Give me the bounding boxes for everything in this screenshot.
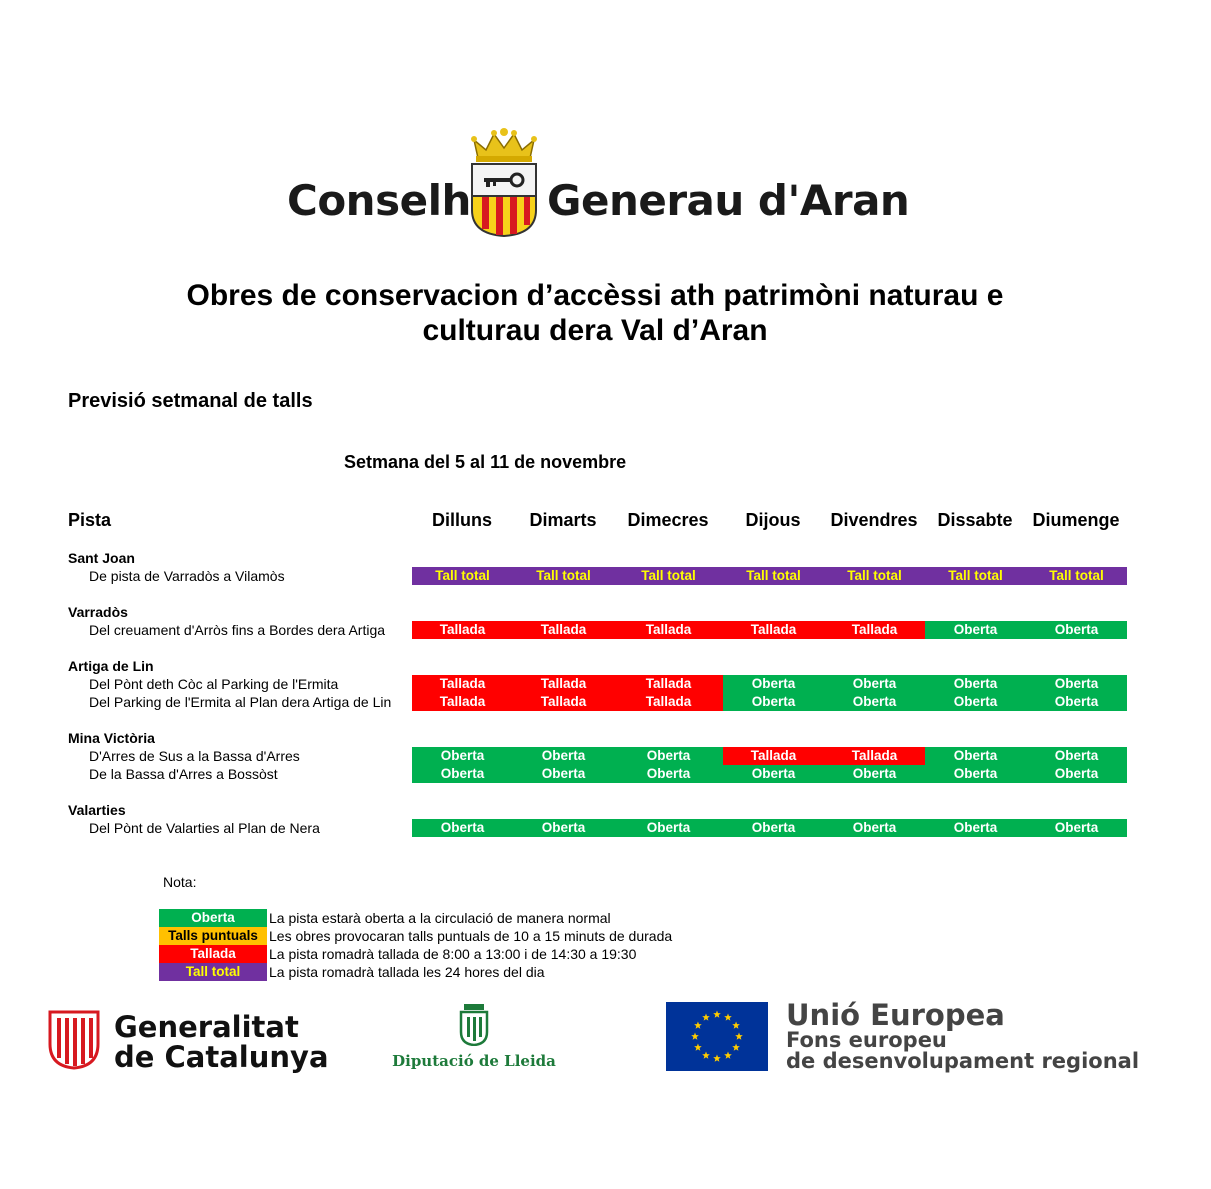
status-cell: Oberta [513,747,614,765]
status-cell: Tall total [925,567,1026,585]
track-label: Del Parking de l'Ermita al Plan dera Artiga de Lin [89,694,392,710]
status-cell: Tall total [723,567,824,585]
diputacio-name: Diputació de Lleida [392,1052,556,1070]
diputacio-emblem-icon [458,1004,490,1046]
status-cell: Oberta [1026,675,1127,693]
table-row [412,765,1127,783]
eu-subtitle [786,1030,1139,1072]
status-cell: Tall total [824,567,925,585]
status-cell: Oberta [925,693,1026,711]
table-row [412,693,1127,711]
legend-swatch: Tall total [159,963,267,981]
status-cell: Oberta [723,819,824,837]
status-cell: Oberta [614,819,723,837]
table-row [412,747,1127,765]
status-cell: Oberta [513,819,614,837]
status-cell: Oberta [412,765,513,783]
column-header-day: Dijous [745,510,801,530]
legend-swatch: Oberta [159,909,267,927]
group-name: Mina Victòria [68,730,155,746]
column-header-day: Divendres [830,510,918,530]
status-cell: Tallada [412,693,513,711]
status-cell: Oberta [824,693,925,711]
conselh-generau-daran-logo [285,128,910,238]
generalitat-line-1: Generalitat [114,1010,299,1044]
status-cell: Tallada [412,621,513,639]
note-label: Nota: [163,874,197,890]
status-cell: Tallada [513,675,614,693]
section-subtitle: Previsió setmanal de talls [68,390,313,412]
page-title [60,278,1130,348]
logo-text-right: Generau d'Aran [547,176,910,225]
legend-swatch: Tallada [159,945,267,963]
status-cell: Oberta [1026,621,1127,639]
column-header-day: Diumenge [1032,510,1120,530]
status-cell: Oberta [412,747,513,765]
status-cell: Oberta [925,621,1026,639]
eu-line-3: de desenvolupament regional [786,1049,1140,1073]
status-cell: Tallada [513,621,614,639]
week-heading: Setmana del 5 al 11 de novembre [344,452,627,472]
status-cell: Oberta [925,765,1026,783]
title-line-2: culturau dera Val d’Aran [422,314,768,347]
status-cell: Tallada [824,621,925,639]
status-cell: Oberta [614,747,723,765]
status-cell: Oberta [824,819,925,837]
legend-text: Les obres provocaran talls puntuals de 10 a 15 minuts de durada [269,928,673,944]
column-header-day: Dimecres [627,510,709,530]
status-cell: Oberta [614,765,723,783]
status-cell: Tallada [513,693,614,711]
status-cell: Tallada [824,747,925,765]
status-cell: Tall total [614,567,723,585]
group-name: Artiga de Lin [68,658,154,674]
status-cell: Oberta [723,693,824,711]
column-header-day: Dissabte [937,510,1013,530]
eu-line-2: Fons europeu [786,1028,947,1052]
legend-text: La pista estarà oberta a la circulació de manera normal [269,910,611,926]
status-cell: Oberta [1026,819,1127,837]
status-cell: Tall total [412,567,513,585]
status-cell: Tallada [614,693,723,711]
group-name: Valarties [68,802,126,818]
logo-text-left: Conselh [287,176,471,225]
table-row [412,567,1127,585]
status-cell: Oberta [723,675,824,693]
status-cell: Tallada [412,675,513,693]
track-label: Del Pònt de Valarties al Plan de Nera [89,820,320,836]
track-label: D'Arres de Sus a la Bassa d'Arres [89,748,300,764]
track-label: De la Bassa d'Arres a Bossòst [89,766,278,782]
status-cell: Tall total [513,567,614,585]
title-line-1: Obres de conservacion d’accèssi ath patrimòni naturau e [186,279,1004,312]
status-cell: Tall total [1026,567,1127,585]
legend-text: La pista romadrà tallada de 8:00 a 13:00 i de 14:30 a 19:30 [269,946,637,962]
track-label: De pista de Varradòs a Vilamòs [89,568,285,584]
column-header-day: Dilluns [431,510,492,530]
status-cell: Tallada [614,675,723,693]
status-cell: Tallada [723,747,824,765]
group-name: Varradòs [68,604,128,620]
eu-title: Unió Europea [786,998,1005,1032]
status-cell: Oberta [412,819,513,837]
legend-swatch: Talls puntuals [159,927,267,945]
status-cell: Oberta [925,819,1026,837]
table-row [412,621,1127,639]
status-cell: Oberta [925,747,1026,765]
table-row [412,675,1127,693]
status-cell: Oberta [824,765,925,783]
diputacio-lleida-logo [388,1004,560,1074]
aran-coat-of-arms-icon [466,128,542,238]
group-name: Sant Joan [68,550,135,566]
status-cell: Oberta [824,675,925,693]
status-cell: Tallada [723,621,824,639]
track-label: Del creuament d'Arròs fins a Bordes dera Artiga [89,622,386,638]
generalitat-line-2: de Catalunya [114,1040,329,1074]
status-cell: Oberta [1026,693,1127,711]
eu-logo [666,1000,1186,1075]
table-row [412,819,1127,837]
status-cell: Oberta [513,765,614,783]
status-cell: Oberta [925,675,1026,693]
column-header-pista: Pista [68,510,112,530]
generalitat-emblem-icon [46,1010,102,1070]
generalitat-logo [46,1010,329,1074]
column-header-day: Dimarts [529,510,597,530]
status-cell: Oberta [1026,765,1127,783]
status-cell: Tallada [614,621,723,639]
track-label: Del Pònt deth Còc al Parking de l'Ermita [89,676,339,692]
legend-text: La pista romadrà tallada les 24 hores del dia [269,964,545,980]
eu-flag-icon [666,1002,768,1071]
status-cell: Oberta [1026,747,1127,765]
status-cell: Oberta [723,765,824,783]
